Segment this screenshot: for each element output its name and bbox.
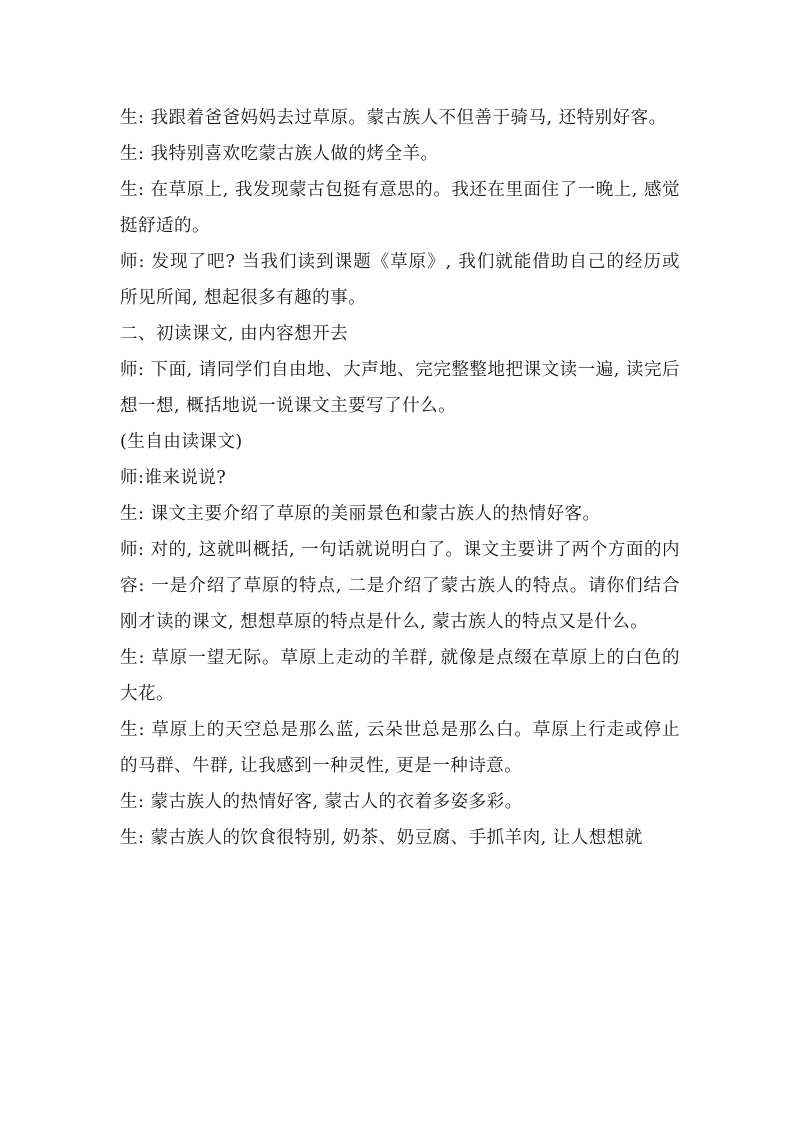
paragraph: 生: 课文主要介绍了草原的美丽景色和蒙古族人的热情好客。 [120, 504, 601, 524]
paragraph: 生: 草原一望无际。草原上走动的羊群, 就像是点缀在草原上的白色的大花。 [120, 648, 680, 704]
paragraph: 生: 草原上的天空总是那么蓝, 云朵世总是那么白。草原上行走或停止的马群、牛群, 让我感到一种灵性, 更是一种诗意。 [120, 720, 680, 776]
paragraph: 生: 在草原上, 我发现蒙古包挺有意思的。我还在里面住了一晚上, 感觉挺舒适的。 [120, 180, 680, 236]
paragraph: 师:谁来说说? [120, 468, 227, 488]
paragraph: 生: 我特别喜欢吃蒙古族人做的烤全羊。 [120, 144, 439, 164]
stage-direction: (生自由读课文) [120, 432, 243, 452]
paragraph: 师: 下面, 请同学们自由地、大声地、完完整整地把课文读一遍, 读完后想一想, 概括地说一说课文主要写了什么。 [120, 360, 680, 416]
paragraph: 生: 蒙古族人的饮食很特别, 奶茶、奶豆腐、手抓羊肉, 让人想想就 [120, 828, 643, 848]
paragraph: 师: 对的, 这就叫概括, 一句话就说明白了。课文主要讲了两个方面的内容: 一是介绍了草原的特点, 二是介绍了蒙古族人的特点。请你们结合刚才读的课文, 想想草原的特点是什么, 蒙古族人的特点又是什么。 [120, 540, 680, 632]
paragraph: 生: 蒙古族人的热情好客, 蒙古人的衣着多姿多彩。 [120, 792, 523, 812]
paragraph: 师: 发现了吧? 当我们读到课题《草原》, 我们就能借助自己的经历或所见所闻, 想起很多有趣的事。 [120, 252, 680, 308]
paragraph: 生: 我跟着爸爸妈妈去过草原。蒙古族人不但善于骑马, 还特别好客。 [120, 108, 667, 128]
section-heading: 二、初读课文, 由内容想开去 [120, 324, 349, 344]
lesson-transcript [120, 100, 680, 856]
